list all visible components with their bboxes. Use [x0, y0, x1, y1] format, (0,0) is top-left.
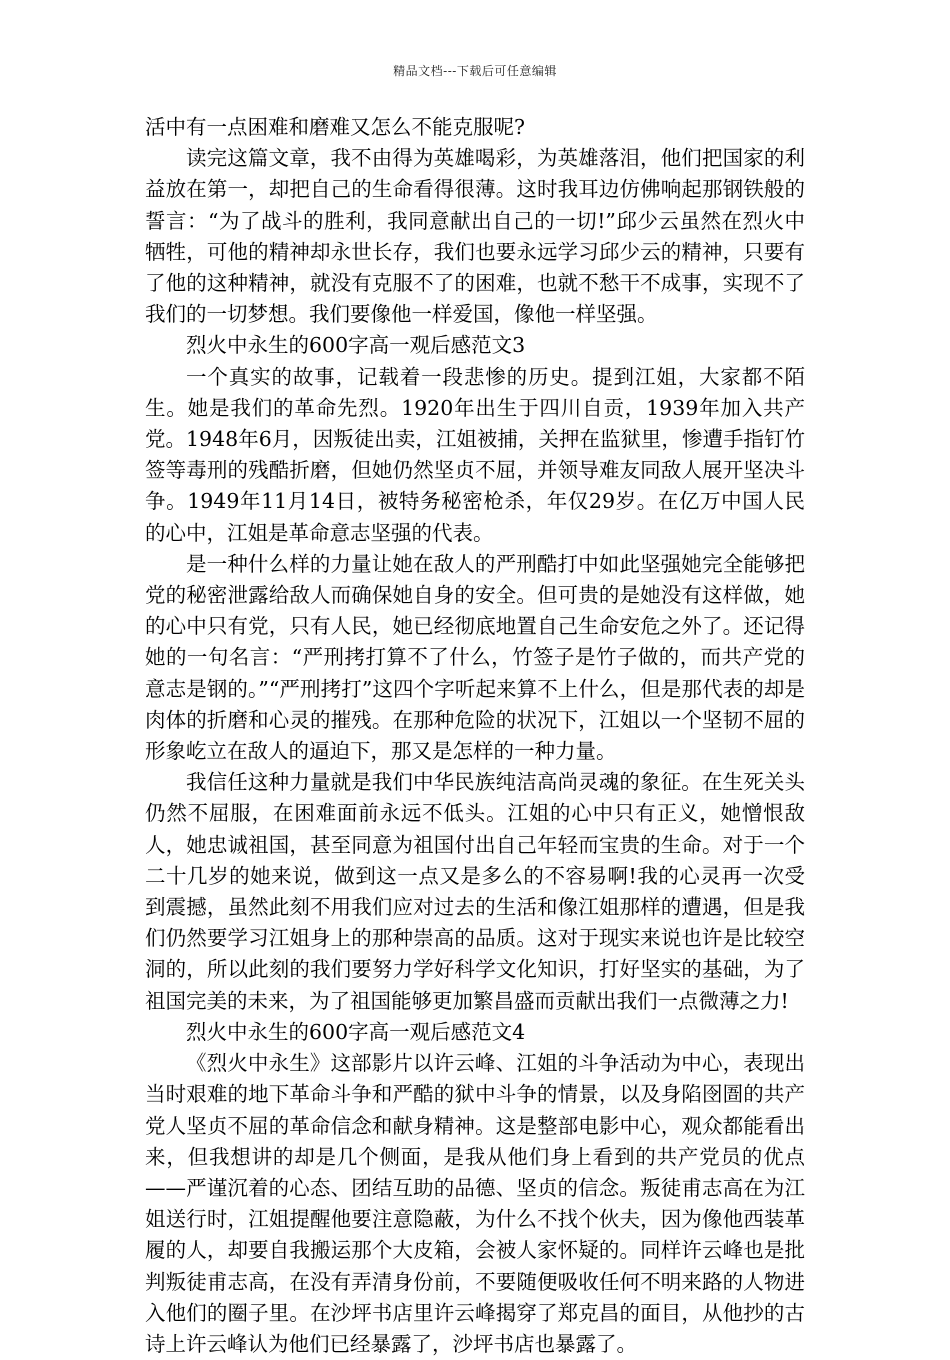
paragraph: 《烈火中永生》这部影片以许云峰、江姐的斗争活动为中心，表现出当时艰难的地下革命斗争和严酷的狱中斗争的情景，以及身陷囹圄的共产党人坚贞不屈的革命信念和献身精神。这是整部电影中心，观众都能看出来，但我想讲的却是几个侧面，是我从他们身上看到的共产党员的优点——严谨沉着的心态、团结互助的品德、坚贞的信念。叛徒甫志高在为江姐送行时，江姐提醒他要注意隐蔽，为什么不找个伙夫，因为像他西装革履的人，却要自我搬运那个大皮箱，会被人家怀疑的。同样许云峰也是批判叛徒甫志高，在没有弄清身份前，不要随便吸收任何不明来路的人物进入他们的圈子里。在沙坪书店里许云峰揭穿了郑克昌的面目，从他抄的古诗上许云峰认为他们已经暴露了，沙坪书店也暴露了。: [145, 1051, 805, 1356]
paragraph: 一个真实的故事，记载着一段悲惨的历史。提到江姐，大家都不陌生。她是我们的革命先烈。1920年出生于四川自贡，1939年加入共产党。1948年6月，因叛徒出卖，江姐被捕，关押在监狱里，惨遭手指钉竹签等毒刑的残酷折磨，但她仍然坚贞不屈，并领导难友同敌人展开坚决斗争。1949年11月14日，被特务秘密枪杀，年仅29岁。在亿万中国人民的心中，江姐是革命意志坚强的代表。: [145, 364, 805, 545]
paragraph: 读完这篇文章，我不由得为英雄喝彩，为英雄落泪，他们把国家的利益放在第一，却把自己的生命看得很薄。这时我耳边仿佛响起那钢铁般的誓言：“为了战斗的胜利，我同意献出自己的一切!”邱少云虽然在烈火中牺牲，可他的精神却永世长存，我们也要永远学习邱少云的精神，只要有了他的这种精神，就没有克服不了的困难，也就不愁干不成事，实现不了我们的一切梦想。我们要像他一样爱国，像他一样坚强。: [145, 146, 805, 327]
section-title-4: 烈火中永生的600字高一观后感范文4: [186, 1019, 526, 1044]
page-header: 精品文档---下载后可任意编辑: [393, 64, 557, 78]
section-title-3: 烈火中永生的600字高一观后感范文3: [186, 333, 526, 358]
paragraph-continuation: 活中有一点困难和磨难又怎么不能克服呢?: [145, 115, 525, 139]
paragraph: 我信任这种力量就是我们中华民族纯洁高尚灵魂的象征。在生死关头仍然不屈服，在困难面前永远不低头。江姐的心中只有正义，她憎恨敌人，她忠诚祖国，甚至同意为祖国付出自己年轻而宝贵的生命。对于一个二十几岁的她来说，做到这一点又是多么的不容易啊!我的心灵再一次受到震撼，虽然此刻不用我们应对过去的生活和像江姐那样的遭遇，但是我们仍然要学习江姐身上的那种崇高的品质。这对于现实来说也许是比较空洞的，所以此刻的我们要努力学好科学文化知识，打好坚实的基础，为了祖国完美的未来，为了祖国能够更加繁昌盛而贡献出我们一点微薄之力!: [145, 770, 805, 1013]
document-body: [145, 112, 805, 1360]
paragraph: 是一种什么样的力量让她在敌人的严刑酷打中如此坚强她完全能够把党的秘密泄露给敌人而确保她自身的安全。但可贵的是她没有这样做，她的心中只有党，只有人民，她已经彻底地置自己生命安危之外了。还记得她的一句名言：“严刑拷打算不了什么，竹签子是竹子做的，而共产党的意志是钢的。”“严刑拷打”这四个字听起来算不上什么，但是那代表的却是肉体的折磨和心灵的摧残。在那种危险的状况下，江姐以一个坚韧不屈的形象屹立在敌人的逼迫下，那又是怎样的一种力量。: [145, 551, 805, 764]
